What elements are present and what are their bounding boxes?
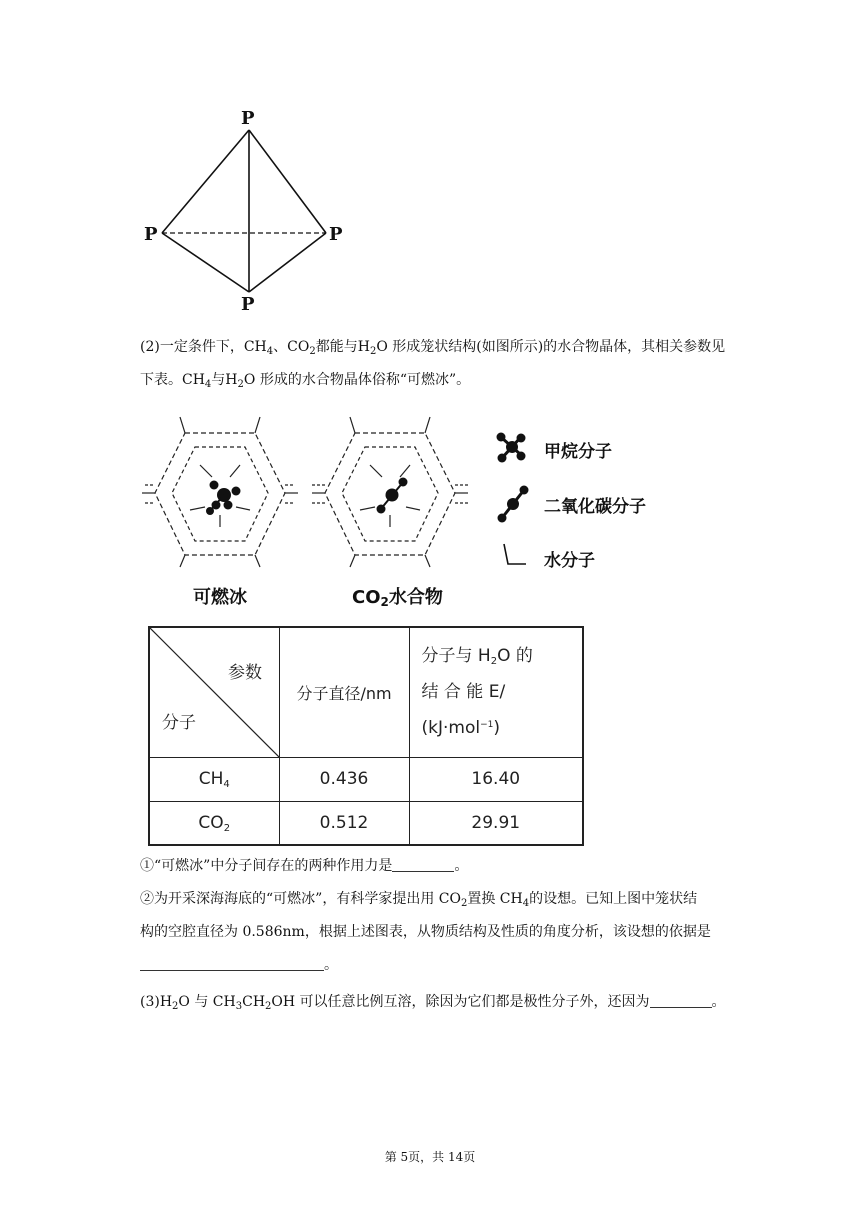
caption-co2-hydrate: $CO_2$水合物 [352, 587, 443, 609]
co2-legend-icon [496, 484, 530, 524]
water-legend-icon [500, 540, 530, 570]
cell-diameter: 0.436 [279, 757, 409, 801]
table-row [149, 801, 583, 845]
table-corner-header [149, 627, 279, 757]
answer-blank-forces[interactable] [392, 857, 454, 872]
question-2-2-line-2: 构的空腔直径为 0.586nm，根据上述图表，从物质结构及性质的角度分析，该设想的依据是 [140, 924, 711, 940]
corner-label-params: 参数 [228, 663, 262, 683]
answer-blank-miscibility[interactable] [650, 993, 712, 1008]
header-diameter: 分子直径/nm [279, 627, 409, 757]
question-2-line-1: (2)一定条件下，$CH_4$、$CO_2$都能与$H_2O$ 形成笼状结构(如图所示)的水合物晶体，其相关参数见 [140, 339, 726, 357]
cell-diameter: 0.512 [279, 801, 409, 845]
legend-water: 水分子 [544, 551, 595, 571]
corner-label-molecule: 分子 [162, 713, 196, 733]
cell-energy: 16.40 [409, 757, 583, 801]
vertex-label-bottom: P [241, 294, 255, 315]
parameter-table [148, 626, 584, 846]
vertex-label-right: P [329, 224, 343, 245]
answer-blank-basis[interactable] [140, 956, 324, 971]
vertex-label-top: P [241, 108, 255, 129]
legend-methane: 甲烷分子 [544, 442, 612, 462]
question-2-2-line-3: 。 [140, 955, 338, 975]
page-footer: 第 5页，共 14页 [384, 1150, 476, 1164]
cell-molecule: $CH_4$ [149, 757, 279, 801]
table-row [149, 757, 583, 801]
cage-structure-figure [140, 415, 480, 585]
cell-molecule: $CO_2$ [149, 801, 279, 845]
header-binding-energy: 分子与 $H_2O$ 的 结 合 能 E/ (kJ·mol$^{-1}$) [409, 627, 583, 757]
cell-energy: 29.91 [409, 801, 583, 845]
question-2-1: ①“可燃冰”中分子间存在的两种作用力是 。 [140, 858, 469, 874]
vertex-label-left: P [144, 224, 158, 245]
question-2-2-line-1: ②为开采深海海底的“可燃冰”，有科学家提出用 $CO_2$置换 $CH_4$的设想。已知上图中笼状结 [140, 891, 698, 909]
methane-legend-icon [494, 430, 530, 466]
question-2-line-2: 下表。$CH_4$与$H_2O$ 形成的水合物晶体俗称“可燃冰”。 [140, 372, 471, 390]
p4-tetrahedron-figure [140, 105, 360, 320]
legend-co2: 二氧化碳分子 [544, 497, 646, 517]
methane-molecule [206, 481, 241, 516]
caption-combustible-ice: 可燃冰 [193, 587, 247, 608]
co2-molecule [377, 478, 408, 514]
question-3: $(3)H_2O$ 与 $CH_3CH_2OH$ 可以任意比例互溶，除因为它们都是极性分子外，还因为 。 [140, 994, 726, 1012]
